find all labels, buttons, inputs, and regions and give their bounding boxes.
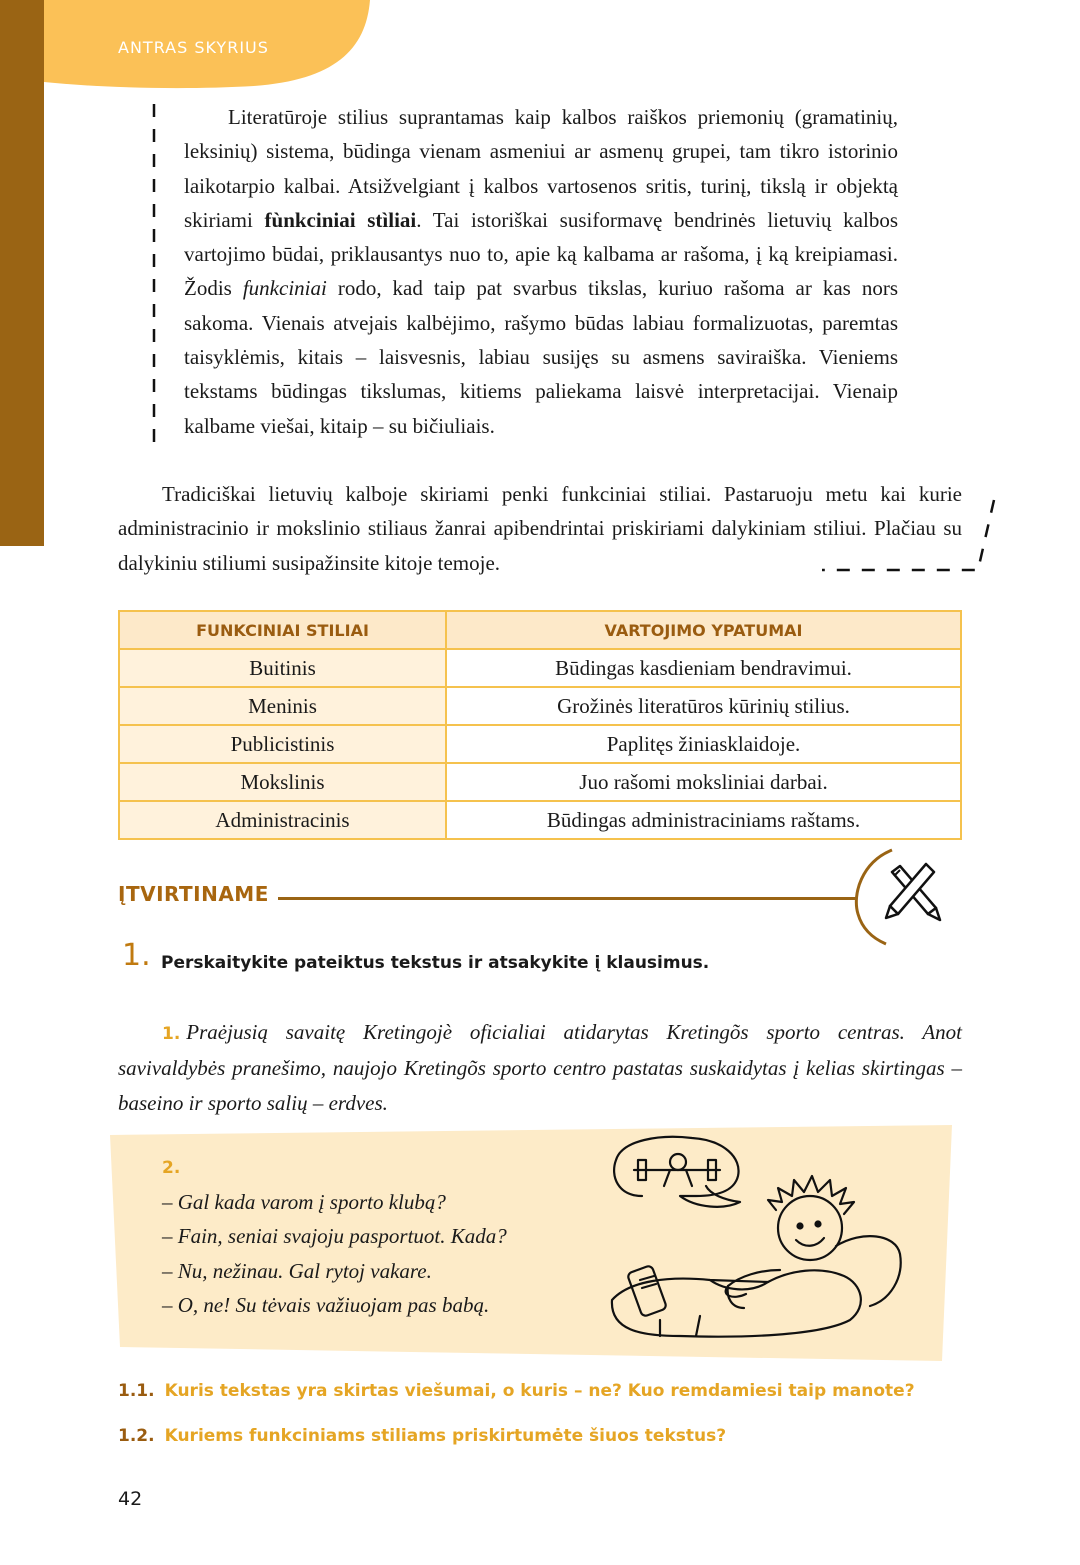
section-divider (278, 897, 856, 900)
table-header-row (119, 611, 961, 649)
dialog-line: – Gal kada varom į sporto klubą? (162, 1190, 446, 1214)
style-name: Administracinis (119, 801, 446, 839)
dialog-text (162, 1185, 507, 1322)
chapter-side-bar (0, 0, 44, 546)
style-feature: Būdingas kasdieniam bendravimui. (446, 649, 961, 687)
term-funkciniai-stiliai: fùnkciniai stìliai (264, 207, 417, 232)
text-1-paragraph: 1. Praėjusią savaitę Kretingojè oficialiai atidarytas Kretingõs sporto centras. Anot savivaldybės pranešimo, naujojo Kretingõs sporto centro pastatas suskaidytas į kelias skirtingas – baseino ir sporto salių – erdves. (118, 1020, 962, 1115)
style-name: Publicistinis (119, 725, 446, 763)
style-feature: Juo rašomi moksliniai darbai. (446, 763, 961, 801)
question-1-1: 1.1. Kuris tekstas yra skirtas viešumai, o kuris – ne? Kuo remdamiesi taip manote? (118, 1381, 915, 1401)
table-row (119, 801, 961, 839)
table-row (119, 725, 961, 763)
dialog-line: – O, ne! Su tėvais važiuojam pas babą. (162, 1292, 490, 1317)
style-name: Mokslinis (119, 763, 446, 801)
column-header-features: VARTOJIMO YPATUMAI (446, 611, 961, 649)
dumbbell-thought-icon (634, 1154, 720, 1186)
style-feature: Paplitęs žiniasklaidoje. (446, 725, 961, 763)
chapter-title: ANTRAS SKYRIUS (118, 38, 269, 57)
table-row (119, 649, 961, 687)
dashed-corner-line-right (818, 496, 998, 576)
table-row (119, 687, 961, 725)
pencil-icon (852, 846, 952, 946)
style-name: Meninis (119, 687, 446, 725)
column-header-styles: FUNKCINIAI STILIAI (119, 611, 446, 649)
dashed-margin-line-left (148, 104, 160, 454)
task-number: 1. (122, 938, 151, 973)
dialog-line: – Nu, nežinau. Gal rytoj vakare. (162, 1258, 432, 1283)
table-row (119, 763, 961, 801)
boy-with-phone-illustration (600, 1130, 930, 1350)
style-feature: Grožinės literatūros kūrinių stilius. (446, 687, 961, 725)
question-1-2: 1.2. Kuriems funkciniams stiliams priskirtumėte šiuos tekstus? (118, 1426, 727, 1446)
intro-paragraph: Literatūroje stilius suprantamas kaip kalbos raiškos priemonių (gramatinių, leksinių) sistema, būdinga vienam asmeniui ar asmenų grupei, tam tikro istorinio laikotarpio kalbai. Atsižvelgiant į kalbos vartosenos sritis, turinį, tikslą ir objektą skiriami fùnkciniai stìliai. Tai istoriškai susiformavę bendrinės lietuvių kalbos vartojimo būdai, priklausantys nuo to, apie ką kalbama ar rašoma, į ką kreipiamasi. Žodis funkciniai rodo, kad taip pat svarbus tikslas, kuriuo rašoma ar kas nors sakoma. Vienais atvejais kalbėjimo, rašymo būdas labiau formalizuotas, paremtas taisyklėmis, kitais – laisvesnis, labiau susijęs su asmens saviraiška. Vieniems tekstams būdingas tikslumas, kitiems paliekama laisvė interpretacijai. Vienaip kalbame viešai, kitaip – su bičiuliais. (184, 105, 899, 438)
style-name: Buitinis (119, 649, 446, 687)
traditional-paragraph: Tradiciškai lietuvių kalboje skiriami penki funkciniai stiliai. Pastaruoju metu kai kurie administracinio ir mokslinio stiliaus žanrai apibendrintai priskiriami dalykiniam stiliui. Plačiau su dalykiniu stiliumi susipažinsite kitoje temoje. (118, 482, 962, 575)
page-number: 42 (118, 1488, 143, 1510)
dialog-line: – Fain, seniai svajoju pasportuot. Kada? (162, 1224, 507, 1249)
task-instruction: Perskaitykite pateiktus tekstus ir atsakykite į klausimus. (161, 953, 710, 973)
section-title: ĮTVIRTINAME (118, 882, 269, 906)
text-2-number: 2. (162, 1158, 181, 1178)
functional-styles-table (118, 610, 962, 840)
style-feature: Būdingas administraciniams raštams. (446, 801, 961, 839)
text-1-number: 1. (162, 1024, 181, 1044)
